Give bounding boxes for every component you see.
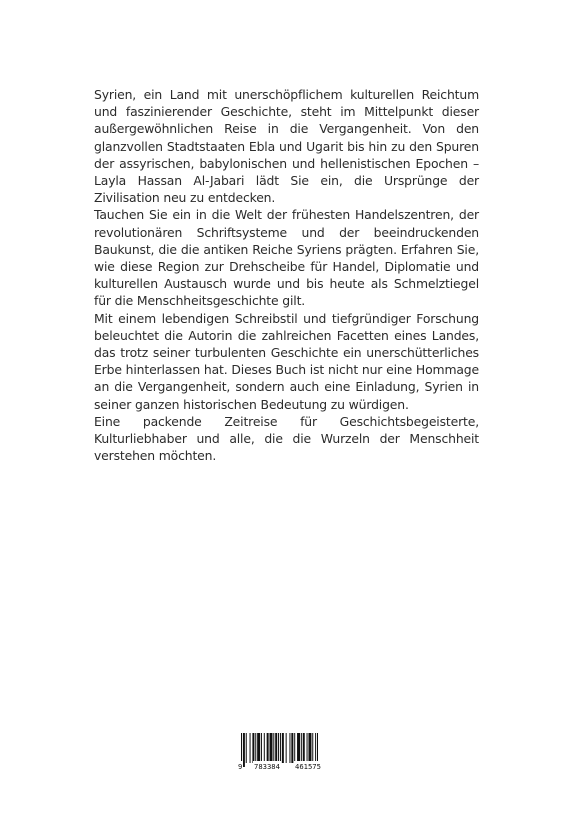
barcode-bar: [255, 733, 256, 763]
back-cover-blurb: [94, 86, 479, 464]
blurb-paragraph-3: Mit einem lebendigen Schreibstil und tiefgründiger Forschung beleuchtet die Autorin die zahlreichen Facetten eines Landes, das trotz seiner turbulenten Geschichte ein unerschütterliches Erbe hinterlassen hat. Dieses Buch ist nicht nur eine Hommage an die Vergangenheit, sondern auch eine Einladung, Syrien in seiner ganzen historischen Bedeutung zu würdigen.: [94, 310, 479, 412]
barcode-bar: [275, 733, 277, 763]
isbn-barcode: [232, 733, 332, 773]
barcode-right-digits: 461575: [295, 762, 321, 771]
blurb-paragraph-4: Eine packende Zeitreise für Geschichtsbegeisterte, Kulturliebhaber und alle, die die Wurzeln der Menschheit verstehen möchten.: [94, 413, 479, 464]
barcode-bar: [294, 733, 295, 763]
barcode-bar: [252, 733, 254, 763]
barcode-bar: [246, 733, 247, 763]
barcode-bar: [301, 733, 302, 763]
barcode-bar: [261, 733, 262, 763]
barcode-bar: [297, 733, 300, 763]
barcode-left-digits: 783384: [254, 762, 280, 771]
blurb-paragraph-2: Tauchen Sie ein in die Welt der frühesten Handelszentren, der revolutionären Schriftsysteme und der beeindruckenden Baukunst, die die antiken Reiche Syriens prägten. Erfahren Sie, wie diese Region zur Drehscheibe für Handel, Diplomatie und kulturellen Austausch wurde und bis heute als Schmelztiegel für die Menschheitsgeschichte gilt.: [94, 207, 479, 309]
barcode-bar: [273, 733, 274, 763]
barcode-bar: [286, 733, 287, 763]
barcode-bar: [250, 733, 251, 763]
barcode-bar: [264, 733, 265, 763]
barcode-bar: [307, 733, 308, 763]
barcode-bar: [278, 733, 279, 763]
blurb-paragraph-1: Syrien, ein Land mit unerschöpflichem kulturellen Reichtum und faszinierender Geschichte, steht im Mittelpunkt dieser außergewöhnlichen Reise in die Vergangenheit. Von den glanzvollen Stadtstaaten Ebla und Ugarit bis hin zu den Spuren der assyrischen, babylonischen und hellenistischen Epochen – Layla Hassan Al-Jabari lädt Sie ein, die Ursprünge der Zivilisation neu zu entdecken.: [94, 87, 479, 206]
barcode-digits: [232, 761, 332, 773]
barcode-bar: [289, 733, 290, 763]
barcode-bar: [312, 733, 313, 763]
barcode-first-digit: 9: [238, 762, 243, 771]
barcode-bar: [270, 733, 273, 763]
barcode-bar: [282, 733, 284, 763]
barcode-bar: [303, 733, 305, 763]
barcode-bar: [267, 733, 269, 763]
barcode-bar: [257, 733, 260, 763]
barcode-bar: [308, 733, 311, 763]
barcode-bar: [291, 733, 293, 763]
